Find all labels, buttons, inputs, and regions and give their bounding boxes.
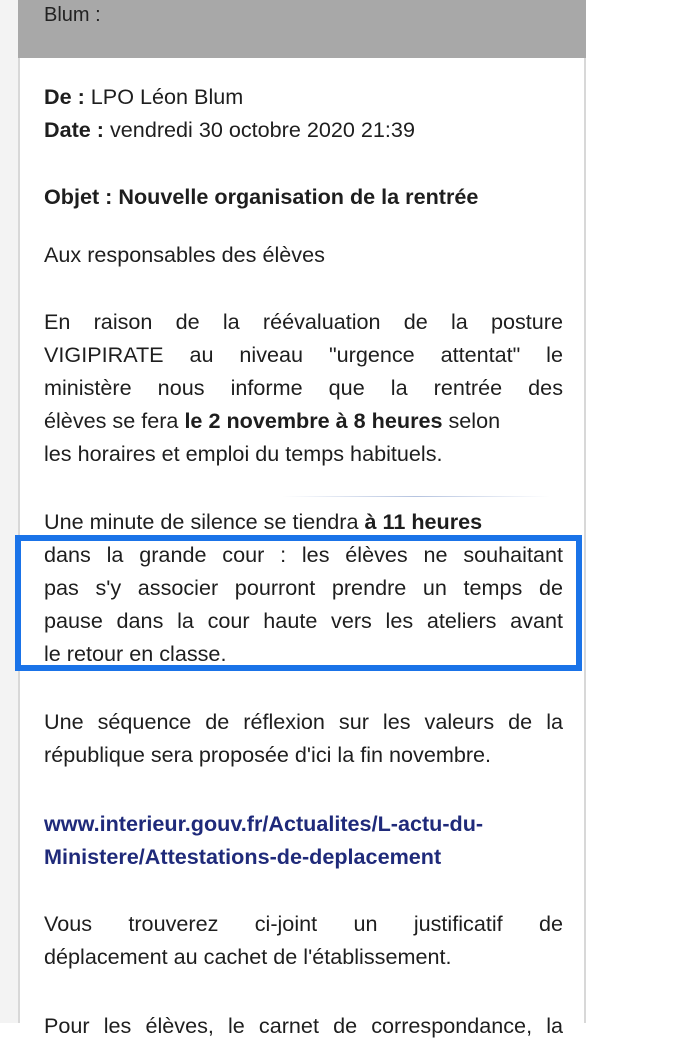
from-label: De : (44, 84, 85, 109)
p4-line-2: déplacement au cachet de l'établissement. (44, 944, 452, 969)
p1-line-4-start: élèves se fera (44, 408, 185, 433)
p1-line-2: VIGIPIRATE au niveau "urgence attentat" le (44, 342, 563, 367)
p1-line-5: les horaires et emploi du temps habituels. (44, 441, 443, 466)
paper-crease (282, 496, 550, 497)
p1-line-4-end: selon (442, 408, 501, 433)
p2-line-2: dans la grande cour : les élèves ne souhaitant (44, 542, 563, 567)
p2-line-1-start: Une minute de silence se tiendra (44, 509, 365, 534)
header-sender-cut: Blum : (44, 4, 101, 26)
p2-line-5: le retour en classe. (44, 641, 227, 666)
from-line (44, 80, 563, 113)
return-date-time: le 2 novembre à 8 heures (184, 408, 443, 433)
p4-line-1: Vous trouverez ci-joint un justificatif de (44, 911, 563, 936)
p2-line-4: pause dans la cour haute vers les ateliers avant (44, 608, 563, 633)
link-line-2[interactable]: Ministere/Attestations-de-deplacement (44, 844, 442, 869)
p1-line-4 (44, 404, 563, 437)
p3-line-2: république sera proposée d'ici la fin novembre. (44, 742, 492, 767)
date-value: vendredi 30 octobre 2020 21:39 (110, 117, 415, 142)
date-label: Date : (44, 117, 104, 142)
p5-line-1-cut: Pour les élèves, le carnet de correspondance, la (44, 1013, 563, 1038)
p2-line-1 (44, 505, 563, 538)
p3-line-1: Une séquence de réflexion sur les valeurs de la (44, 709, 563, 734)
email-header-band (18, 0, 586, 58)
p1-line-3: ministère nous informe que la rentrée des (44, 375, 563, 400)
subject-line (44, 180, 563, 213)
silence-time: à 11 heures (364, 509, 483, 534)
subject-label: Objet : (44, 184, 113, 209)
right-margin (584, 0, 696, 1023)
subject-value: Nouvelle organisation de la rentrée (118, 184, 479, 209)
from-value: LPO Léon Blum (90, 84, 244, 109)
p1-line-1: En raison de la réévaluation de la posture (44, 309, 563, 334)
salutation: Aux responsables des élèves (44, 242, 325, 267)
date-line (44, 113, 563, 146)
link-line-1[interactable]: www.interieur.gouv.fr/Actualites/L-actu-du- (44, 811, 484, 836)
p2-line-3: pas s'y associer pourront prendre un temps de (44, 575, 563, 600)
left-margin (0, 0, 18, 1023)
